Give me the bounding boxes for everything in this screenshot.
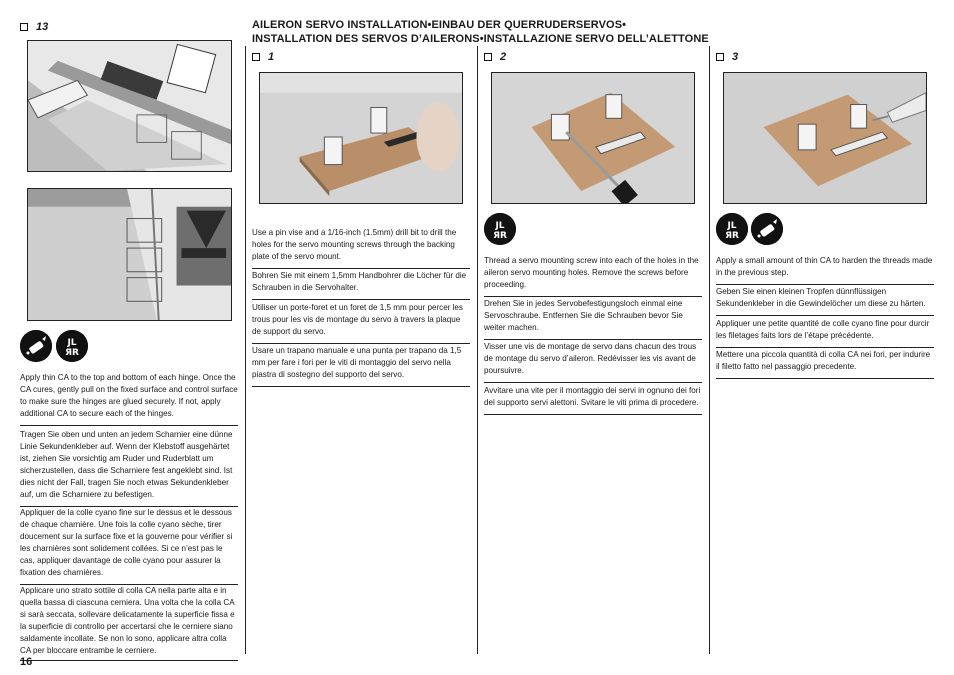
- step-number: 2: [500, 51, 507, 63]
- bottom-rule: [20, 660, 238, 661]
- step-13-text-en: Apply thin CA to the top and bottom of each hinge. Once the CA cures, gently pull on the fixed surface and control surface to make sure the hinges are glued securely. If not, apply additional CA to secure each of the hinges.: [20, 372, 238, 426]
- step-1-text-it: Usare un trapano manuale e una punta per trapano da 1,5 mm per fare i fori per le viti di montaggio del servo nella piastra di sostegno del supporto del servo.: [252, 345, 470, 387]
- svg-text:ЯR: ЯR: [725, 231, 739, 241]
- step-2-text-fr: Visser une vis de montage de servo dans chacun des trous de montage du servo d’aileron. Redévisser les vis avant de poursuivre.: [484, 341, 702, 383]
- drill-servo-mount-photo: [259, 72, 463, 204]
- step-1-text-en: Use a pin vise and a 1/16-inch (1.5mm) drill bit to drill the holes for the servo mounting screws through the backing plate of the servo mount.: [252, 227, 470, 269]
- step-1-text-de: Bohren Sie mit einem 1,5mm Handbohrer die Löcher für die Schrauben in die Servohalter.: [252, 270, 470, 300]
- screw-servo-mount-photo: [491, 72, 695, 204]
- column-divider: [245, 46, 246, 654]
- svg-text:JL: JL: [495, 221, 505, 231]
- step-1-header: [252, 50, 274, 64]
- step-2-text-en: Thread a servo mounting screw into each of the holes in the aileron servo mounting holes. Remove the screws before proceeding.: [484, 255, 702, 297]
- section-title-line-2: INSTALLATION DES SERVOS D’AILERONS•INSTALLAZIONE SERVO DELL’ALETTONE: [252, 33, 709, 45]
- column-divider: [709, 46, 710, 654]
- step-13-text-de: Tragen Sie oben und unten an jedem Scharnier eine dünne Linie Sekundenkleber auf. Wenn der Klebstoff ausgehärtet ist, ziehen Sie vorsichtig am Ruder und Ruderblatt um sicherzustellen, dass die Scharniere fest angeklebt sind. Ist dies nicht der Fall, tragen Sie noch etwas Sekundenkleber auf, um die Scharniere zu befestigen.: [20, 429, 238, 507]
- step-3-text-en: Apply a small amount of thin CA to harden the threads made in the previous step.: [716, 255, 934, 285]
- step-13-header: [20, 20, 48, 34]
- step-2-header: [484, 50, 506, 64]
- step-3-text-fr: Appliquer une petite quantité de colle cyano fine pour durcir les filetages faits lors de l’étape précédente.: [716, 318, 934, 348]
- jr-servo-icon: [56, 330, 88, 362]
- ca-threads-photo: [723, 72, 927, 204]
- step-number: 1: [268, 51, 275, 63]
- step-checkbox[interactable]: [20, 23, 28, 31]
- step-3-header: [716, 50, 738, 64]
- svg-text:ЯR: ЯR: [65, 348, 79, 358]
- step-number: 13: [36, 21, 49, 33]
- column-divider: [477, 46, 478, 654]
- jr-servo-icon: [716, 213, 748, 245]
- step-1-text-fr: Utiliser un porte-foret et un foret de 1,5 mm pour percer les trous pour les vis de montage du servo à travers la plaque de support du servo.: [252, 302, 470, 344]
- section-title-line-1: AILERON SERVO INSTALLATION•EINBAU DER QUERRUDERSERVOS•: [252, 19, 627, 31]
- step-number: 3: [732, 51, 739, 63]
- step-checkbox[interactable]: [716, 53, 724, 61]
- step-2-text-de: Drehen Sie in jedes Servobefestigungsloch einmal eine Servoschraube. Entfernen Sie die Schrauben bevor Sie weiter machen.: [484, 298, 702, 340]
- section-title: [252, 18, 732, 46]
- ca-glue-icon: [20, 330, 52, 362]
- step-checkbox[interactable]: [252, 53, 260, 61]
- hinge-glue-photo: [27, 40, 232, 172]
- svg-text:JL: JL: [67, 338, 77, 348]
- ca-glue-icon: [751, 213, 783, 245]
- hinge-pull-photo: [27, 188, 232, 321]
- step-checkbox[interactable]: [484, 53, 492, 61]
- svg-text:JL: JL: [727, 221, 737, 231]
- jr-servo-icon: [484, 213, 516, 245]
- step-13-text-fr: Appliquer de la colle cyano fine sur le dessus et le dessous de chaque charnière. Une fois la colle cyano sèche, tirer doucement sur la surface fixe et la gouverne pour vérifier si les charnières sont solidement collées. Si ce n’est pas le cas, appliquer davantage de colle cyano pour assurer la fixation des charnières.: [20, 507, 238, 585]
- svg-text:ЯR: ЯR: [493, 231, 507, 241]
- page-number: 16: [20, 656, 33, 668]
- step-13-text-it: Applicare uno strato sottile di colla CA nella parte alta e in quella bassa di ciascuna cerniera. Una volta che la colla CA si sarà seccata, sollevare delicatamente la superficie fissa e la superficie di controllo per accertarsi che le cerniere siano saldamente incollate. Se non lo sono, applicare altra colla CA per bloccare entrambe le cerniere.: [20, 586, 235, 655]
- step-3-text-it: Mettere una piccola quantità di colla CA nei fori, per indurire il filetto fatto nel passaggio precedente.: [716, 349, 934, 379]
- step-2-text-it: Avvitare una vite per il montaggio dei servi in ognuno dei fori del supporto servi alettoni. Svitare le viti prima di procedere.: [484, 385, 702, 415]
- step-3-text-de: Geben Sie einen kleinen Tropfen dünnflüssigen Sekundenkleber in die Gewindelöcher um diese zu härten.: [716, 286, 934, 316]
